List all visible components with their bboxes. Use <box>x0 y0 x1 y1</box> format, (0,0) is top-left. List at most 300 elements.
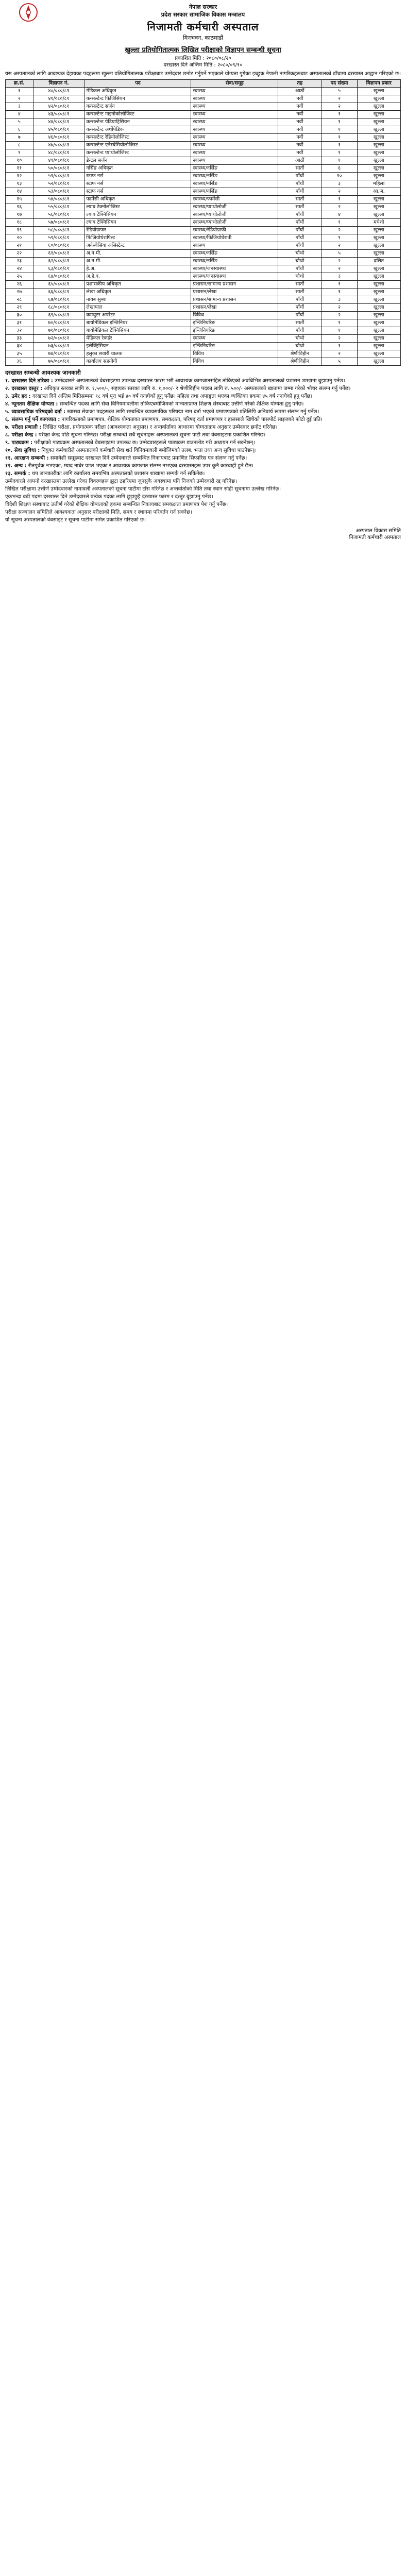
note-heading: ११. आरक्षण सम्बन्धी : <box>5 455 49 461</box>
table-cell: खुल्ला <box>357 358 400 366</box>
col-header: विज्ञापन प्रकार <box>357 80 400 88</box>
note-heading: ५. व्यावसायिक परिषद्को दर्ता : <box>5 409 66 415</box>
note-paragraph <box>5 463 401 469</box>
vacancy-table <box>5 79 401 366</box>
table-cell: ५ <box>322 358 357 366</box>
notice-header <box>5 0 401 42</box>
table-cell: विविध <box>191 358 278 366</box>
col-header: विज्ञापन नं. <box>33 80 84 88</box>
table-row <box>6 250 401 258</box>
note-body: स्वास्थ्य सेवाका पदहरूका लागि सम्बन्धित व्यावसायिक परिषद्मा नाम दर्ता भएको प्रमाणपत्रको प्रतिलिपि अनिवार्य रूपमा संलग्न गर्नु पर्नेछ। <box>67 409 319 415</box>
table-cell: ५ <box>322 88 357 95</box>
note-body: लिखित परीक्षा, प्रयोगात्मक परीक्षा (आवश्यकता अनुसार) र अन्तर्वार्ताका आधारमा योग्यताक्रम अनुसार उम्मेदवार छनोट गरिनेछ। <box>43 425 278 430</box>
note-body: परीक्षा केन्द्र पछि सूचना गरिनेछ। परीक्षा सम्बन्धी सबै सूचनाहरू अस्पतालको सूचना पाटी तथा वेबसाइटमा प्रकाशित गरिनेछ। <box>38 432 266 438</box>
table-cell: १ <box>322 157 357 165</box>
table-cell: ६३/०८०/८१ <box>33 265 84 273</box>
table-cell: खुल्ला <box>357 165 400 173</box>
table-cell: खुल्ला <box>357 234 400 242</box>
note-body: अधिकृत स्तरका लागि रु. १,५००/-, सहायक स्तरका लागि रु. १,०००/- र श्रेणीविहीन पदका लागि रु. ५००/- अस्पतालको खातामा जम्मा गरेको भौचर संलग्न गर्नु पर्नेछ। <box>44 386 351 392</box>
table-row <box>6 312 401 319</box>
table-cell: २० <box>6 234 33 242</box>
table-row <box>6 204 401 211</box>
table-cell: ७२/०८०/८१ <box>33 335 84 343</box>
table-cell: ३ <box>322 180 357 188</box>
table-cell: ३० <box>6 312 33 319</box>
table-cell: स्वास्थ्य/नर्सिङ <box>191 165 278 173</box>
table-cell: बायोमेडिकल टेक्निसियन <box>84 327 191 335</box>
table-cell: ७५/०८०/८१ <box>33 358 84 366</box>
table-cell: स्वास्थ्य/रेडियोग्राफी <box>191 227 278 234</box>
table-cell: पाँचौं <box>278 234 322 242</box>
table-cell: ४०/०८०/८१ <box>33 88 84 95</box>
table-cell: ४७/०८०/८१ <box>33 142 84 149</box>
table-cell: १ <box>322 111 357 118</box>
table-cell: ल्याब टेक्निसियन <box>84 211 191 219</box>
table-cell: कन्सल्टेन्ट पेडियाट्रिसियन <box>84 118 191 126</box>
table-cell: २ <box>322 188 357 196</box>
vacancy-table-body <box>6 88 401 366</box>
note-paragraph <box>5 416 401 423</box>
table-cell: स्वास्थ्य <box>191 157 278 165</box>
table-cell: स्वास्थ्य/नर्सिङ <box>191 173 278 180</box>
notice-title: खुल्ला प्रतियोगितात्मक लिखित परीक्षाको विज्ञापन सम्बन्धी सूचना <box>125 46 281 54</box>
table-cell: ७४/०८०/८१ <box>33 350 84 358</box>
table-cell: इन्जिनियरिङ <box>191 319 278 327</box>
table-cell: स्वास्थ्य <box>191 126 278 134</box>
table-cell: ४६/०८०/८१ <box>33 134 84 142</box>
table-cell: खुल्ला <box>357 173 400 180</box>
table-cell: २ <box>322 204 357 211</box>
table-cell: ७१/०८०/८१ <box>33 327 84 335</box>
table-cell: पाँचौं <box>278 173 322 180</box>
table-cell: पाँचौं <box>278 242 322 250</box>
note-heading: १२. अन्य : <box>5 463 27 469</box>
table-cell: १ <box>322 134 357 142</box>
extra-note-paragraph: एकभन्दा बढी पदमा दरखास्त दिने उम्मेदवारले प्रत्येक पदका लागि छुट्टाछुट्टै दरखास्त फारम र दस्तुर बुझाउनु पर्नेछ। <box>5 494 213 500</box>
note-body: दरखास्त दिने अन्तिम मितिसम्ममा १८ वर्ष पूरा भई ४० वर्ष ननाघेको हुनु पर्नेछ। महिला तथा अपाङ्गता भएका व्यक्तिका हकमा ४५ वर्ष ननाघेको हुनु पर्नेछ। <box>32 394 313 399</box>
table-cell: खुल्ला <box>357 319 400 327</box>
table-cell: स्टाफ नर्स <box>84 180 191 188</box>
extra-note-paragraph: उम्मेदवारले आफ्नो दरखास्तमा उल्लेख गरेका विवरणहरू झुटा ठहरिएमा जुनसुकै अवस्थामा पनि निजको उम्मेदवारी रद्द गरिनेछ। <box>5 479 237 484</box>
table-cell: ५२/०८०/८१ <box>33 180 84 188</box>
table-row <box>6 134 401 142</box>
table-cell: सातौं <box>278 196 322 204</box>
table-row <box>6 126 401 134</box>
table-cell: खुल्ला <box>357 296 400 304</box>
note-body: सम्बन्धित पदका लागि सेवा विनियमावलीमा तोकिएबमोजिमको मान्यताप्राप्त शिक्षण संस्थाबाट उत्तीर्ण गरेको शैक्षिक योग्यता हुनु पर्नेछ। <box>59 401 304 407</box>
table-cell: ३५ <box>6 350 33 358</box>
table-cell: आठौं <box>278 88 322 95</box>
table-cell: १ <box>322 149 357 157</box>
table-row <box>6 273 401 281</box>
table-cell: ४२/०८०/८१ <box>33 103 84 111</box>
table-cell: पाँचौं <box>278 304 322 312</box>
table-cell: पाँचौं <box>278 296 322 304</box>
table-cell: ६६/०८०/८१ <box>33 289 84 296</box>
table-cell: २ <box>322 304 357 312</box>
table-cell: नर्सिङ अधिकृत <box>84 165 191 173</box>
table-cell: पाँचौं <box>278 188 322 196</box>
note-paragraph <box>5 470 401 477</box>
table-row <box>6 296 401 304</box>
table-cell: ३३ <box>6 335 33 343</box>
table-row <box>6 196 401 204</box>
table-cell: चौथो <box>278 273 322 281</box>
table-cell: ७०/०८०/८१ <box>33 319 84 327</box>
table-cell: १ <box>322 142 357 149</box>
table-cell: खुल्ला <box>357 111 400 118</box>
table-cell: १ <box>322 196 357 204</box>
table-cell: १ <box>322 343 357 350</box>
table-cell: २७ <box>6 289 33 296</box>
table-cell: ५७/०८०/८१ <box>33 219 84 227</box>
table-cell: १६ <box>6 204 33 211</box>
table-cell: १८ <box>6 219 33 227</box>
table-cell: ३१ <box>6 319 33 327</box>
table-cell: अ.न.मी. <box>84 250 191 258</box>
note-heading: १३. सम्पर्क : <box>5 471 30 477</box>
table-cell: स्वास्थ्य <box>191 134 278 142</box>
table-cell: १९ <box>6 227 33 234</box>
table-cell: डेन्टल सर्जन <box>84 157 191 165</box>
hospital-address: मिनभवन, काठमाडौं <box>182 35 224 41</box>
table-cell: सातौं <box>278 281 322 289</box>
table-cell: खुल्ला <box>357 95 400 103</box>
table-cell: ६८/०८०/८१ <box>33 304 84 312</box>
table-cell: २ <box>322 258 357 265</box>
table-cell: प्रशासकीय अधिकृत <box>84 281 191 289</box>
note-paragraph <box>5 455 401 462</box>
table-cell: ५ <box>6 118 33 126</box>
table-cell: ११ <box>6 165 33 173</box>
table-cell: खुल्ला <box>357 88 400 95</box>
table-row <box>6 188 401 196</box>
table-cell: २ <box>322 227 357 234</box>
table-cell: ४९/०८०/८१ <box>33 157 84 165</box>
table-cell: प्रशासन/सामान्य प्रशासन <box>191 296 278 304</box>
extra-note-paragraph: लिखित परीक्षामा उत्तीर्ण उम्मेदवारको नामावली अस्पतालको सूचना पाटीमा टाँस गरिनेछ र अन्तर्वार्ताको मिति तथा स्थान सोही सूचनामा उल्लेख गरिनेछ। <box>5 486 281 492</box>
table-cell: खुल्ला <box>357 118 400 126</box>
table-cell: महिला <box>357 180 400 188</box>
table-cell: १ <box>322 126 357 134</box>
table-row <box>6 111 401 118</box>
table-cell: १४ <box>6 188 33 196</box>
table-cell: ५३/०८०/८१ <box>33 188 84 196</box>
note-heading: ४. न्यूनतम शैक्षिक योग्यता : <box>5 401 58 407</box>
note-body: उम्मेदवारले अस्पतालको वेबसाइटमा उपलब्ध दरखास्त फारम भरी आवश्यक कागजातसहित तोकिएको अवधिभित्र अस्पतालको प्रशासन शाखामा बुझाउनु पर्नेछ। <box>54 378 345 384</box>
table-row <box>6 258 401 265</box>
extra-note-paragraph: विदेशी शिक्षण संस्थाबाट उत्तीर्ण गरेको शैक्षिक योग्यताको हकमा सम्बन्धित निकायबाट समकक्षता प्रमाणपत्र पेश गर्नु पर्नेछ। <box>5 502 228 507</box>
table-row <box>6 149 401 157</box>
table-cell: सातौं <box>278 165 322 173</box>
table-row <box>6 165 401 173</box>
table-row <box>6 157 401 165</box>
table-cell: १ <box>322 327 357 335</box>
table-cell: ६५/०८०/८१ <box>33 281 84 289</box>
table-cell: २ <box>322 242 357 250</box>
application-deadline: दरखास्त दिने अन्तिम मिति : २०८०/०९/१० <box>163 62 243 68</box>
col-header: सेवा/समूह <box>191 80 278 88</box>
table-cell: स्वास्थ्य <box>191 242 278 250</box>
table-cell: नवौं <box>278 95 322 103</box>
note-paragraph <box>5 378 401 384</box>
table-cell: चौथो <box>278 250 322 258</box>
table-cell: स्वास्थ्य <box>191 111 278 118</box>
note-paragraph <box>5 432 401 438</box>
table-cell: १ <box>322 219 357 227</box>
table-cell: सातौं <box>278 319 322 327</box>
note-paragraph <box>5 424 401 431</box>
table-cell: पाँचौं <box>278 312 322 319</box>
table-cell: २२ <box>6 250 33 258</box>
table-cell: सातौं <box>278 289 322 296</box>
table-cell: ल्याब टेक्निसियन <box>84 219 191 227</box>
note-heading: २. दरखास्त दस्तुर : <box>5 386 43 392</box>
table-cell: आठौं <box>278 157 322 165</box>
table-cell: २८ <box>6 296 33 304</box>
table-cell: खुल्ला <box>357 134 400 142</box>
table-cell: ९ <box>6 149 33 157</box>
table-row <box>6 289 401 296</box>
table-cell: पाँचौं <box>278 219 322 227</box>
table-row <box>6 142 401 149</box>
table-cell: पाँचौं <box>278 180 322 188</box>
note-paragraph <box>5 447 401 454</box>
table-cell: २ <box>322 350 357 358</box>
table-row <box>6 242 401 250</box>
table-cell: स्वास्थ्य <box>191 95 278 103</box>
table-row <box>6 227 401 234</box>
signature-line-1: अस्पताल विकास समिति <box>356 528 401 534</box>
table-cell: दलित <box>357 258 400 265</box>
table-cell: नवौं <box>278 118 322 126</box>
table-row <box>6 281 401 289</box>
table-cell: १ <box>322 289 357 296</box>
table-cell: ३ <box>322 296 357 304</box>
table-cell: कन्सल्टेन्ट सर्जन <box>84 103 191 111</box>
government-emblem-icon <box>16 2 40 23</box>
table-cell: हे.अ. <box>84 265 191 273</box>
extra-note-paragraph: यो सूचना अस्पतालको वेबसाइट र सूचना पाटीमा समेत प्रकाशित गरिएको छ। <box>5 517 146 523</box>
table-cell: खुल्ला <box>357 242 400 250</box>
table-cell: ४८/०८०/८१ <box>33 149 84 157</box>
table-row <box>6 88 401 95</box>
table-cell: ३ <box>322 273 357 281</box>
table-row <box>6 327 401 335</box>
table-cell: खुल्ला <box>357 196 400 204</box>
table-cell: ४४/०८०/८१ <box>33 118 84 126</box>
table-cell: २६ <box>6 281 33 289</box>
table-cell: १ <box>322 118 357 126</box>
table-cell: ६०/०८०/८१ <box>33 242 84 250</box>
table-cell: अनेस्थेसिया असिस्टेन्ट <box>84 242 191 250</box>
table-cell: स्वास्थ्य/प्याथोलोजी <box>191 204 278 211</box>
note-body: नियुक्त कर्मचारीले अस्पतालको कर्मचारी सेवा शर्त विनियमावली बमोजिमको तलब, भत्ता तथा अन्य सुविधा पाउनेछन्। <box>41 448 256 453</box>
table-cell: ६ <box>6 126 33 134</box>
gov-line-1: नेपाल सरकार <box>189 4 217 10</box>
table-cell: कम्प्युटर अपरेटर <box>84 312 191 319</box>
table-cell: खुल्ला <box>357 273 400 281</box>
table-cell: ८ <box>6 142 33 149</box>
table-cell: नवौं <box>278 126 322 134</box>
gov-line-2: प्रदेश सरकार सामाजिक विकास मन्त्रालय <box>161 11 245 18</box>
table-cell: ७ <box>6 134 33 142</box>
note-paragraph <box>5 385 401 392</box>
table-cell: ल्याब टेक्नोलोजिस्ट <box>84 204 191 211</box>
note-paragraph <box>5 439 401 446</box>
hospital-name: निजामती कर्मचारी अस्पताल <box>147 21 259 33</box>
table-cell: स्वास्थ्य/नर्सिङ <box>191 180 278 188</box>
table-cell: आ.ज. <box>357 188 400 196</box>
table-cell: खुल्ला <box>357 227 400 234</box>
table-cell: ३६ <box>6 358 33 366</box>
table-cell: खुल्ला <box>357 142 400 149</box>
table-row <box>6 180 401 188</box>
table-cell: इन्जिनियरिङ <box>191 343 278 350</box>
note-body: थप जानकारीका लागि कार्यालय समयभित्र अस्पतालको प्रशासन शाखामा सम्पर्क गर्न सकिनेछ। <box>31 471 205 477</box>
table-cell: इन्जिनियरिङ <box>191 327 278 335</box>
table-cell: नवौं <box>278 111 322 118</box>
table-cell: प्रशासन/लेखा <box>191 289 278 296</box>
table-cell: खुल्ला <box>357 250 400 258</box>
note-heading: १. दरखास्त दिने तरिका : <box>5 378 53 384</box>
table-cell: ६९/०८०/८१ <box>33 312 84 319</box>
table-cell: ३ <box>6 103 33 111</box>
table-cell: चौथो <box>278 258 322 265</box>
table-cell: १ <box>6 88 33 95</box>
notes-section <box>5 378 401 477</box>
table-cell: १ <box>322 319 357 327</box>
note-body: नागरिकताको प्रमाणपत्र, शैक्षिक योग्यताका प्रमाणपत्र, समकक्षता, परिषद् दर्ता प्रमाणपत्र र हालसालै खिचेको पासपोर्ट साइजको फोटो दुई प्रति। <box>61 417 323 422</box>
table-cell: १२ <box>6 173 33 180</box>
table-cell: ५६/०८०/८१ <box>33 211 84 219</box>
table-row <box>6 95 401 103</box>
table-row <box>6 335 401 343</box>
note-body: समावेशी समूहबाट दरखास्त दिने उम्मेदवारले सम्बन्धित निकायबाट प्रमाणित सिफारिस पत्र संलग्न गर्नु पर्नेछ। <box>50 455 247 461</box>
table-cell: चौथो <box>278 335 322 343</box>
table-cell: प्रशासन/सामान्य प्रशासन <box>191 281 278 289</box>
table-cell: मेडिकल अधिकृत <box>84 88 191 95</box>
table-cell: ६१/०८०/८१ <box>33 250 84 258</box>
note-paragraph <box>5 401 401 408</box>
table-cell: नवौं <box>278 134 322 142</box>
table-cell: कन्सल्टेन्ट फिजिसियन <box>84 95 191 103</box>
table-cell: खुल्ला <box>357 103 400 111</box>
table-cell: खुल्ला <box>357 312 400 319</box>
note-heading: १०. सेवा सुविधा : <box>5 448 40 453</box>
table-cell: विविध <box>191 312 278 319</box>
table-cell: खुल्ला <box>357 350 400 358</box>
table-cell: २ <box>322 312 357 319</box>
table-cell: स्वास्थ्य/नर्सिङ <box>191 250 278 258</box>
table-cell: नवौं <box>278 142 322 149</box>
table-cell: खुल्ला <box>357 204 400 211</box>
table-cell: ६ <box>322 165 357 173</box>
table-row <box>6 103 401 111</box>
table-cell: ७३/०८०/८१ <box>33 343 84 350</box>
table-cell: ५४/०८०/८१ <box>33 196 84 204</box>
table-cell: ३४ <box>6 343 33 350</box>
table-cell: खुल्ला <box>357 335 400 343</box>
table-row <box>6 265 401 273</box>
table-cell: पाँचौं <box>278 265 322 273</box>
table-cell: हलुका सवारी चालक <box>84 350 191 358</box>
table-cell: स्वास्थ्य/प्याथोलोजी <box>191 211 278 219</box>
table-cell: खुल्ला <box>357 157 400 165</box>
table-cell: २ <box>322 103 357 111</box>
table-cell: २ <box>322 335 357 343</box>
table-cell: अ.न.मी. <box>84 258 191 265</box>
table-cell: स्वास्थ्य <box>191 335 278 343</box>
table-cell: फार्मेसी अधिकृत <box>84 196 191 204</box>
table-cell: स्वास्थ्य/जनस्वास्थ्य <box>191 273 278 281</box>
table-cell: स्वास्थ्य/फार्मेसी <box>191 196 278 204</box>
col-header: तह <box>278 80 322 88</box>
table-cell: कन्सल्टेन्ट एनेस्थेसियोलोजिस्ट <box>84 142 191 149</box>
table-cell: स्वास्थ्य <box>191 103 278 111</box>
table-cell: २ <box>322 265 357 273</box>
table-cell: स्वास्थ्य <box>191 142 278 149</box>
table-row <box>6 358 401 366</box>
table-row <box>6 234 401 242</box>
table-cell: १० <box>322 173 357 180</box>
note-body: रीतपूर्वक नभएका, म्याद नाघेर प्राप्त भएका र आवश्यक कागजात संलग्न नभएका दरखास्तहरू उपर कुनै कारबाही हुने छैन। <box>28 463 254 469</box>
table-cell: स्वास्थ्य <box>191 149 278 157</box>
table-cell: १० <box>6 157 33 165</box>
table-cell: बायोमेडिकल इन्जिनियर <box>84 319 191 327</box>
table-cell: इलेक्ट्रिसियन <box>84 343 191 350</box>
table-cell: २ <box>6 95 33 103</box>
note-heading: ७. परीक्षा प्रणाली : <box>5 425 42 430</box>
extra-notes-section <box>5 478 401 523</box>
table-cell: पाँचौं <box>278 227 322 234</box>
table-cell: खुल्ला <box>357 149 400 157</box>
table-cell: २९ <box>6 304 33 312</box>
table-cell: प्रशासन/लेखा <box>191 304 278 312</box>
table-cell: फिजियोथेरापिस्ट <box>84 234 191 242</box>
table-cell: ६२/०८०/८१ <box>33 258 84 265</box>
note-heading: ६. संलग्न गर्नु पर्ने कागजात : <box>5 417 60 422</box>
table-cell: १ <box>322 281 357 289</box>
table-cell: सातौं <box>278 204 322 211</box>
table-cell: स्टाफ नर्स <box>84 188 191 196</box>
table-cell: २४ <box>6 265 33 273</box>
table-row <box>6 343 401 350</box>
table-cell: ६७/०८०/८१ <box>33 296 84 304</box>
table-row <box>6 304 401 312</box>
table-cell: श्रेणीविहीन <box>278 358 322 366</box>
table-cell: स्टाफ नर्स <box>84 173 191 180</box>
col-header: पद <box>84 80 191 88</box>
table-cell: मेडिकल रेकर्डर <box>84 335 191 343</box>
table-cell: ४ <box>322 211 357 219</box>
table-row <box>6 173 401 180</box>
table-cell: ६४/०८०/८१ <box>33 273 84 281</box>
table-cell: खुल्ला <box>357 281 400 289</box>
table-cell: १ <box>322 234 357 242</box>
table-cell: २१ <box>6 242 33 250</box>
table-cell: पाँचौं <box>278 327 322 335</box>
table-cell: कन्सल्टेन्ट अर्थोपेडिक <box>84 126 191 134</box>
table-cell: १३ <box>6 180 33 188</box>
table-cell: १५ <box>6 196 33 204</box>
table-cell: पाँचौं <box>278 211 322 219</box>
table-cell: कन्सल्टेन्ट रेडियोलोजिस्ट <box>84 134 191 142</box>
table-cell: स्वास्थ्य <box>191 88 278 95</box>
table-cell: रेडियोग्राफर <box>84 227 191 234</box>
table-cell: खुल्ला <box>357 126 400 134</box>
table-cell: कन्सल्टेन्ट प्याथोलोजिस्ट <box>84 149 191 157</box>
